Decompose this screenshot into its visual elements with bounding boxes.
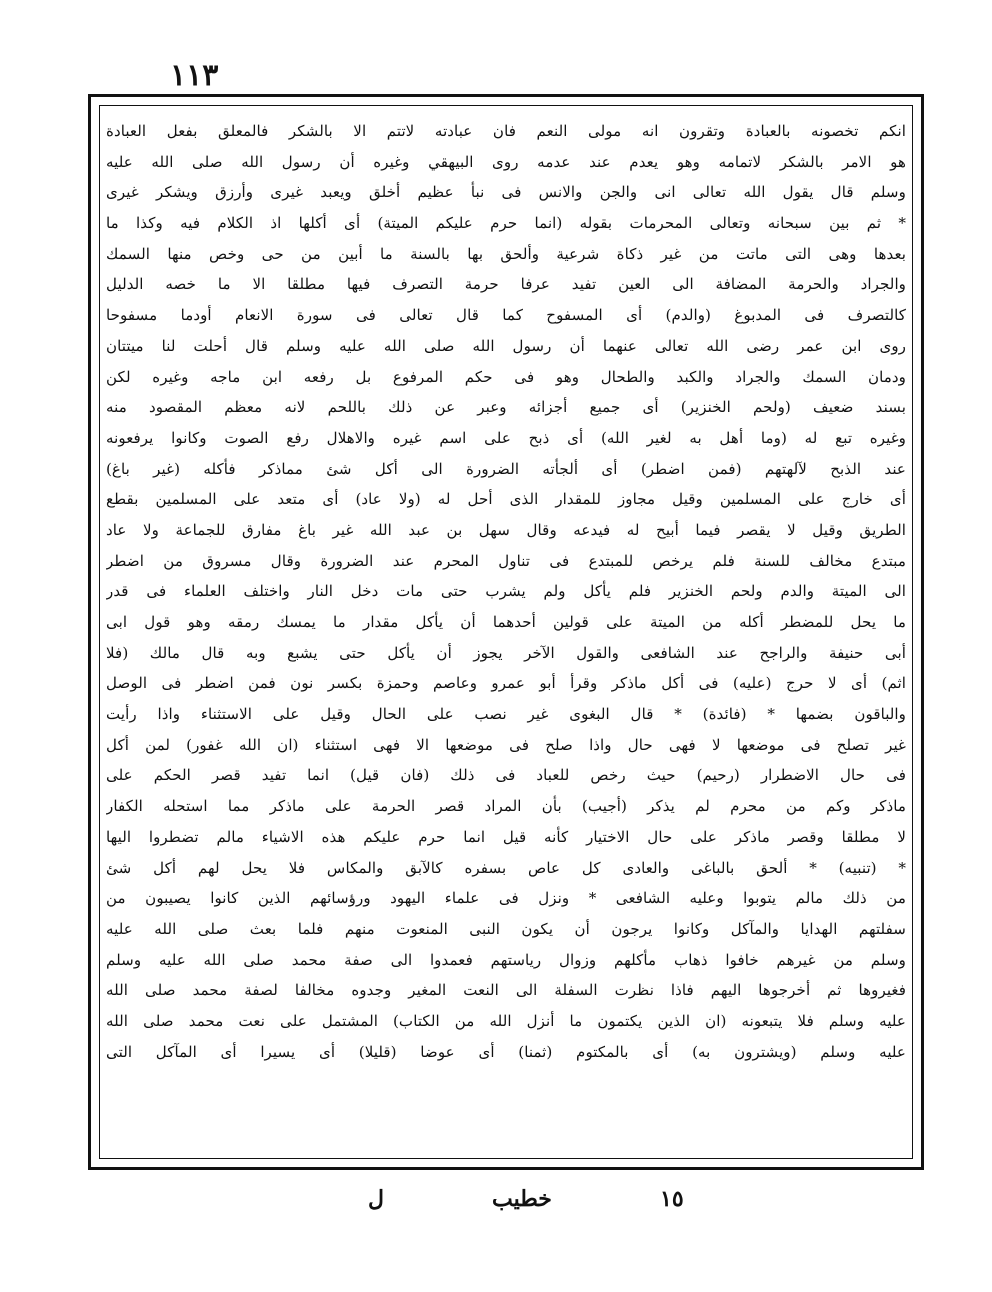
- signature-letter: ل: [368, 1186, 384, 1212]
- page-number: ١١٣: [170, 58, 219, 93]
- text-line: سفلتهم الهدايا والمآكل وكانوا يرجون أن يكون النبى المنعوت منهم فلما بعث صلى الله عليه: [106, 919, 906, 938]
- text-line: اثم) أى لا حرج (عليه) فى أكل ماذكر وقرأ أبو عمرو وعاصم وحمزة بكسر نون فمن اضطر فى الوصل: [106, 674, 906, 693]
- text-line: ما يحل للمضطر أكله من الميتة على قولين أحدهما أن يأكل مقدار ما يمسك رمقه وهو قول ابى: [106, 613, 906, 631]
- text-line: والجراد والحرمة المضافة الى العين تفيد عرفا حرمة التصرف فيها مطلقا الا ما خصه الدليل: [106, 275, 906, 294]
- text-line: وغيره تبع له (وما أهل به لغير الله) أى ذبح على اسم غيره والاهلال رفع الصوت وكانوا يرفعونه: [106, 428, 906, 447]
- text-line: [106, 1067, 906, 1098]
- text-line: روى ابن عمر رضى الله تعالى عنهما أن رسول الله صلى الله عليه وسلم قال أحلت لنا ميتتان: [106, 336, 906, 355]
- text-line: وسلم من غيرهم خافوا ذهاب مأكلهم وزوال رياستهم فعمدوا الى صفة محمد صلى الله عليه وسلم: [106, 950, 906, 969]
- text-line: كالتصرف فى المدبوغ (والدم) أى المسفوح كما قال تعالى فى سورة الانعام أودما مسفوحا: [106, 306, 906, 325]
- text-line: انكم تخصونه بالعبادة وتقرون انه مولى النعم فان عبادته لاتتم الا بالشكر فالمعلق بفعل العبادة: [106, 122, 906, 140]
- signature-word: خطيب: [492, 1186, 552, 1212]
- text-line: عليه وسلم (ويشترون به) أى بالمكتوم (ثمنا) أى عوضا (قليلا) أى يسيرا أى المآكل التى: [106, 1042, 906, 1061]
- text-line: بعدها وهى التى ماتت من غير ذكاة شرعية وألحق بها بالسنة ما أبين من حى وخص منها السمك: [106, 244, 906, 263]
- text-line: بسند ضعيف (ولحم الخنزير) أى جميع أجزائه وعبر عن ذلك باللحم لانه معظم المقصود منه: [106, 398, 906, 417]
- text-line: فغيروها ثم أخرجوها اليهم فاذا نظرت السفلة الى النعت المغير وجدوه مخالفا لصفة محمد صلى الله: [106, 981, 906, 1000]
- text-line: لا مطلقا وقصر ماذكر على حال الاختيار كأنه قيل انما حرم عليكم هذه الاشياء مالم تضطروا اليها: [106, 827, 906, 846]
- text-line: أبى حنيفة والراجح عند الشافعى والقول الآخر يجوز أن يأكل حتى يشبع وبه قال مالك (فلا: [106, 643, 906, 662]
- text-line: والباقون بضمها * (فائدة) * قال البغوى غير نصب على الحال وقيل على الاستثناء واذا رأيت: [106, 705, 906, 724]
- text-line: أى خارج على المسلمين وقيل مجاوز للمقدار الذى أحل له (ولا عاد) أى متعد على المسلمين بقطع: [106, 490, 906, 509]
- text-line: هو الامر بالشكر لاتمامه وهو يعدم عند عدمه روى البيهقي وغيره أن رسول الله صلى الله عليه: [106, 152, 906, 171]
- text-line: [106, 1098, 906, 1129]
- text-line: فى حال الاضطرار (رحيم) حيث رخص للعباد فى ذلك (فان قيل) انما تفيد قصر الحكم على: [106, 766, 906, 785]
- page-border-outer: [88, 94, 924, 1170]
- text-line: غير تصلح فى موضعها لا فهى حال واذا صلح فى موضعها الا فهى استثناء (ان الله غفور) لمن أكل: [106, 735, 906, 754]
- text-line: عند الذبح لآلهتهم (فمن اضطر) أى ألجأته الضرورة الى أكل شئ مماذكر فأكله (غير باغ): [106, 459, 906, 478]
- text-line: * ثم بين سبحانه وتعالى المحرمات بقوله (انما حرم عليكم الميتة) أى أكلها اذ الكلام فيه وكذا ما: [106, 214, 906, 233]
- signature-mark: ١٥: [660, 1186, 684, 1212]
- text-line: مبتدع مخالف للسنة فلم يرخص للمبتدع فى تناول المحرم عند الضرورة وقال مسروق من اضطر: [106, 551, 906, 570]
- text-line: * (تنبيه) * ألحق بالباغى والعادى كل عاص بسفره كالآبق والمكاس فلا يحل لهم أكل شئ: [106, 858, 906, 877]
- text-line: ماذكر وكم من محرم لم يذكر (أجيب) بأن المراد قصر الحرمة على ماذكر مما استحله الكفار: [106, 797, 906, 816]
- text-line: ودمان السمك والجراد والكبد والطحال وهو فى حكم المرفوع بل رفعه ابن ماجه وغيره لكن: [106, 367, 906, 386]
- text-line: وسلم قال يقول الله تعالى انى والجن والانس فى نبأ عظيم أخلق ويعبد غيرى وأرزق ويشكر غيرى: [106, 183, 906, 202]
- text-line: عليه وسلم فلا يتبعونه (ان الذين يكتمون ما أنزل الله من الكتاب) المشتمل على نعت محمد صلى الله: [106, 1011, 906, 1030]
- text-block: [99, 105, 913, 1159]
- text-line: من ذلك مالم يتوبوا وعليه الشافعى * ونزل فى علماء اليهود ورؤسائهم الذين كانوا يصيبون من: [106, 889, 906, 908]
- page-footer: [0, 1186, 992, 1226]
- text-line: الطريق وقيل لا يقصر فيما أبيح له فيدعه وقال سهل بن عبد الله غير باغ مفارق للجماعة ولا عاد: [106, 520, 906, 539]
- text-line: الى الميتة والدم ولحم الخنزير فلم يأكل ولم يشرب حتى مات دخل النار واختلف العلماء فى قدر: [106, 582, 906, 601]
